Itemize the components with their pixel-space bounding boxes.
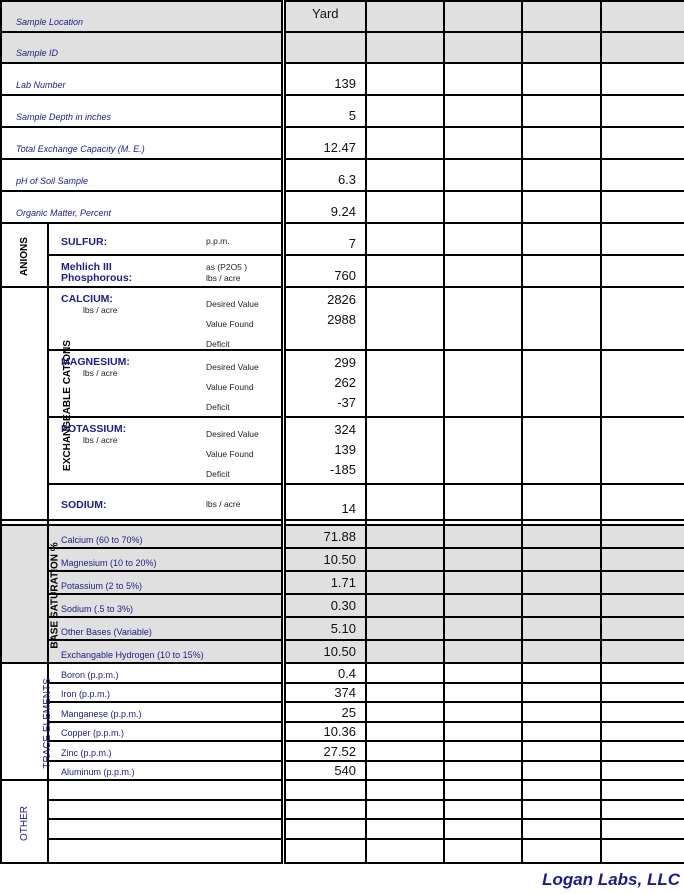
phosphorous-unit-1: as (P2O5 ) xyxy=(206,262,248,272)
trace-item: Aluminum (p.p.m.) xyxy=(48,761,283,781)
trace-item: Manganese (p.p.m.) xyxy=(48,702,283,722)
cations-group xyxy=(1,287,73,520)
trace-group xyxy=(1,663,53,780)
base-saturation-row xyxy=(1,617,684,640)
general-value: 12.47 xyxy=(283,127,366,159)
base-saturation-value: 0.30 xyxy=(283,594,366,617)
phosphorous-row xyxy=(1,255,684,287)
other-row xyxy=(1,819,684,839)
sample-id-label: Sample ID xyxy=(1,32,283,63)
sulfur-unit: p.p.m. xyxy=(206,236,230,246)
trace-item: Iron (p.p.m.) xyxy=(48,683,283,703)
cation-name: MAGNESIUM: xyxy=(61,356,130,368)
cation-row xyxy=(1,350,684,417)
other-row xyxy=(1,800,684,819)
sample-location-row xyxy=(1,1,684,32)
base-saturation-row xyxy=(1,571,684,594)
desired-label: Desired Value xyxy=(206,362,259,372)
general-row xyxy=(1,63,684,95)
deficit-label: Deficit xyxy=(206,402,230,412)
anions-group xyxy=(1,223,48,287)
phosphorous-name-2: Phosphorous: xyxy=(61,272,133,284)
anions-label: ANIONS xyxy=(19,237,30,276)
trace-value: 10.36 xyxy=(283,722,366,742)
sulfur-row xyxy=(1,223,684,255)
base-saturation-item: Magnesium (10 to 20%) xyxy=(48,548,283,571)
base-saturation-item: Other Bases (Variable) xyxy=(48,617,283,640)
general-row xyxy=(1,95,684,127)
cation-row xyxy=(1,287,684,350)
trace-value: 25 xyxy=(283,702,366,722)
trace-row xyxy=(1,722,684,742)
desired-label: Desired Value xyxy=(206,429,259,439)
deficit-value: -37 xyxy=(337,395,357,410)
found-label: Value Found xyxy=(206,382,254,392)
sulfur-value: 7 xyxy=(283,223,366,255)
general-label: Sample Depth in inches xyxy=(1,95,283,127)
trace-row xyxy=(1,741,684,761)
found-label: Value Found xyxy=(206,319,254,329)
general-label: Total Exchange Capacity (M. E.) xyxy=(1,127,283,159)
general-row xyxy=(1,159,684,191)
base-saturation-value: 10.50 xyxy=(283,640,366,663)
sodium-unit: lbs / acre xyxy=(206,499,241,509)
base-saturation-item: Potassium (2 to 5%) xyxy=(48,571,283,594)
phosphorous-unit-2: lbs / acre xyxy=(206,273,241,283)
cation-name: CALCIUM: xyxy=(61,293,113,305)
sample-id-value xyxy=(283,32,366,63)
sulfur-name: SULFUR: xyxy=(61,236,108,248)
general-row xyxy=(1,191,684,223)
trace-label: TRACE ELEMENTS xyxy=(41,677,53,769)
trace-item: Copper (p.p.m.) xyxy=(48,722,283,742)
trace-item: Boron (p.p.m.) xyxy=(48,663,283,683)
sample-location-label: Sample Location xyxy=(1,1,283,32)
base-saturation-item: Exchangable Hydrogen (10 to 15%) xyxy=(48,640,283,663)
cation-unit: lbs / acre xyxy=(83,435,118,445)
desired-label: Desired Value xyxy=(206,299,259,309)
trace-row xyxy=(1,702,684,722)
found-value: 139 xyxy=(334,442,357,457)
phosphorous-name-1: Mehlich III xyxy=(61,261,112,273)
base-saturation-item: Calcium (60 to 70%) xyxy=(48,525,283,548)
general-value: 5 xyxy=(283,95,366,127)
cation-unit: lbs / acre xyxy=(83,305,118,315)
base-saturation-value: 5.10 xyxy=(283,617,366,640)
trace-value: 374 xyxy=(283,683,366,703)
base-saturation-label: BASE SATURATION % xyxy=(49,542,61,649)
other-group xyxy=(1,780,48,863)
phosphorous-value: 760 xyxy=(283,255,366,287)
trace-value: 27.52 xyxy=(283,741,366,761)
sample-location-value: Yard xyxy=(283,1,366,32)
base-saturation-row xyxy=(1,594,684,617)
found-label: Value Found xyxy=(206,449,254,459)
sodium-value: 14 xyxy=(283,484,366,520)
desired-value: 2826 xyxy=(327,292,357,307)
general-label: pH of Soil Sample xyxy=(1,159,283,191)
base-saturation-value: 1.71 xyxy=(283,571,366,594)
other-label: OTHER xyxy=(19,805,30,841)
base-saturation-item: Sodium (.5 to 3%) xyxy=(48,594,283,617)
trace-value: 0.4 xyxy=(283,663,366,683)
deficit-label: Deficit xyxy=(206,469,230,479)
other-row xyxy=(1,780,684,800)
general-label: Organic Matter, Percent xyxy=(1,191,283,223)
deficit-label: Deficit xyxy=(206,339,230,349)
base-saturation-row xyxy=(1,640,684,663)
trace-value: 540 xyxy=(283,761,366,781)
general-value: 139 xyxy=(283,63,366,95)
sodium-row xyxy=(1,484,684,520)
sample-id-row xyxy=(1,32,684,63)
trace-row xyxy=(1,683,684,703)
general-row xyxy=(1,127,684,159)
cation-row xyxy=(1,417,684,484)
sodium-name: SODIUM: xyxy=(61,499,107,511)
company-name: Logan Labs, LLC xyxy=(542,870,680,889)
base-saturation-value: 10.50 xyxy=(283,548,366,571)
cation-unit: lbs / acre xyxy=(83,368,118,378)
general-label: Lab Number xyxy=(1,63,283,95)
found-value: 262 xyxy=(334,375,357,390)
trace-item: Zinc (p.p.m.) xyxy=(48,741,283,761)
trace-row xyxy=(1,663,684,683)
deficit-value: -185 xyxy=(329,462,357,477)
trace-row xyxy=(1,761,684,781)
base-saturation-group xyxy=(1,525,61,663)
cation-name: POTASSIUM: xyxy=(61,423,127,435)
found-value: 2988 xyxy=(327,312,357,327)
base-saturation-row xyxy=(1,548,684,571)
other-row xyxy=(1,839,684,863)
general-value: 6.3 xyxy=(283,159,366,191)
general-value: 9.24 xyxy=(283,191,366,223)
desired-value: 324 xyxy=(334,422,357,437)
base-saturation-row xyxy=(1,525,684,548)
base-saturation-value: 71.88 xyxy=(283,525,366,548)
desired-value: 299 xyxy=(334,355,357,370)
cations-label: EXCHANGEABLE CATIONS xyxy=(61,339,73,471)
